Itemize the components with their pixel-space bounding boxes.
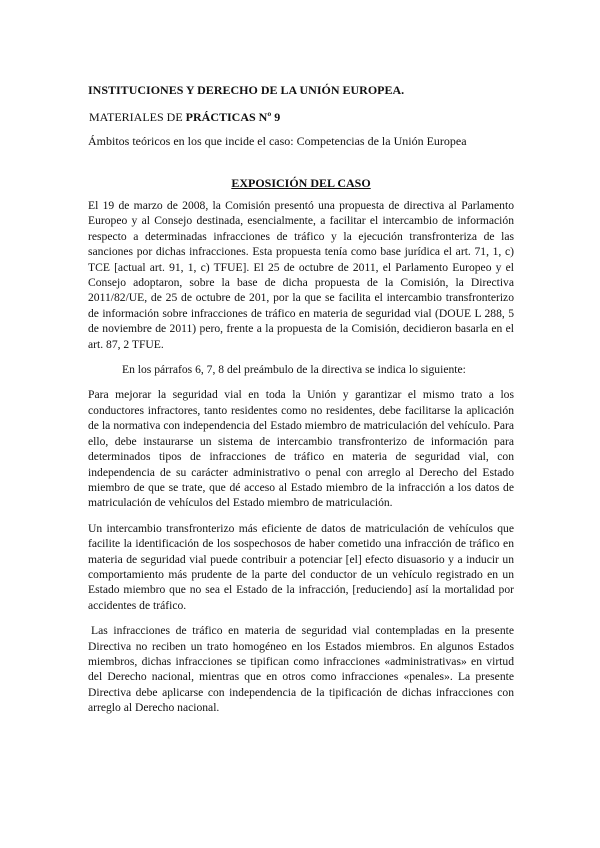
case-paragraph-1: El 19 de marzo de 2008, la Comisión presentó una propuesta de directiva al Parlamento Europeo y al Consejo destinada, esencialmente, a facilitar el intercambio de información respecto a determinadas infracciones de tráfico y la ejecución transfronteriza de las sanciones por dichas infracciones. Esta propuesta tenía como base jurídica el art. 71, 1, c) TCE [actual art. 91, 1, c) TFUE]. El 25 de octubre de 2011, el Parlamento Europeo y el Consejo adoptaron, sobre la base de dicha propuesta de la Comisión, la Directiva 2011/82/UE, de 25 de octubre de 201, por la que se facilita el intercambio transfronterizo de información sobre infracciones de tráfico en materia de seguridad vial (DOUE L 288, 5 de noviembre de 2011) pero, frente a la propuesta de la Comisión, decidieron basarla en el art. 87, 2 TFUE. (88, 199, 514, 351)
document-title: INSTITUCIONES Y DERECHO DE LA UNIÓN EUROPEA. (88, 83, 405, 97)
case-paragraph-3: Para mejorar la seguridad vial en toda la Unión y garantizar el mismo trato a los conductores infractores, tanto residentes como no residentes, debe facilitarse la aplicación de la normativa con independencia del Estado miembro de matriculación del vehículo. Para ello, debe instaurarse un sistema de intercambio transfronterizo de información para determinados tipos de infracciones de tráfico en materia de seguridad vial, con independencia de su carácter administrativo o penal con arreglo al Derecho del Estado miembro de que se trate, que dé acceso al Estado miembro de la infracción a los datos de matriculación de vehículos del Estado miembro de matriculación. (88, 388, 514, 510)
practice-number: PRÁCTICAS Nº 9 (185, 110, 281, 124)
theoretical-scope: Ámbitos teóricos en los que incide el caso: Competencias de la Unión Europea (88, 134, 467, 148)
case-paragraph-4: Un intercambio transfronterizo más eficiente de datos de matriculación de vehículos que facilite la identificación de los sospechosos de haber cometido una infracción de tráfico en materia de seguridad vial puede contribuir a potenciar [el] efecto disuasorio y a inducir un comportamiento más prudente de la parte del conductor de un vehículo registrado en un Estado miembro que no sea el Estado de la infracción, [reduciendo] así la mortalidad por accidentes de tráfico. (88, 521, 514, 612)
case-paragraph-5: Las infracciones de tráfico en materia de seguridad vial contempladas en la presente Directiva no reciben un trato homogéneo en los Estados miembros. En algunos Estados miembros, dichas infracciones se tipifican como infracciones «administrativas» en virtud del Derecho nacional, mientras que en otros como infracciones «penales». La presente Directiva debe aplicarse con independencia de la tipificación de dichas infracciones con arreglo al Derecho nacional. (88, 624, 514, 715)
document-page (88, 68, 514, 716)
case-paragraph-2: En los párrafos 6, 7, 8 del preámbulo de la directiva se indica lo siguiente: (122, 363, 466, 377)
materials-line (89, 109, 514, 125)
materials-prefix: MATERIALES DE (89, 110, 186, 124)
section-heading: EXPOSICIÓN DEL CASO (231, 176, 371, 190)
